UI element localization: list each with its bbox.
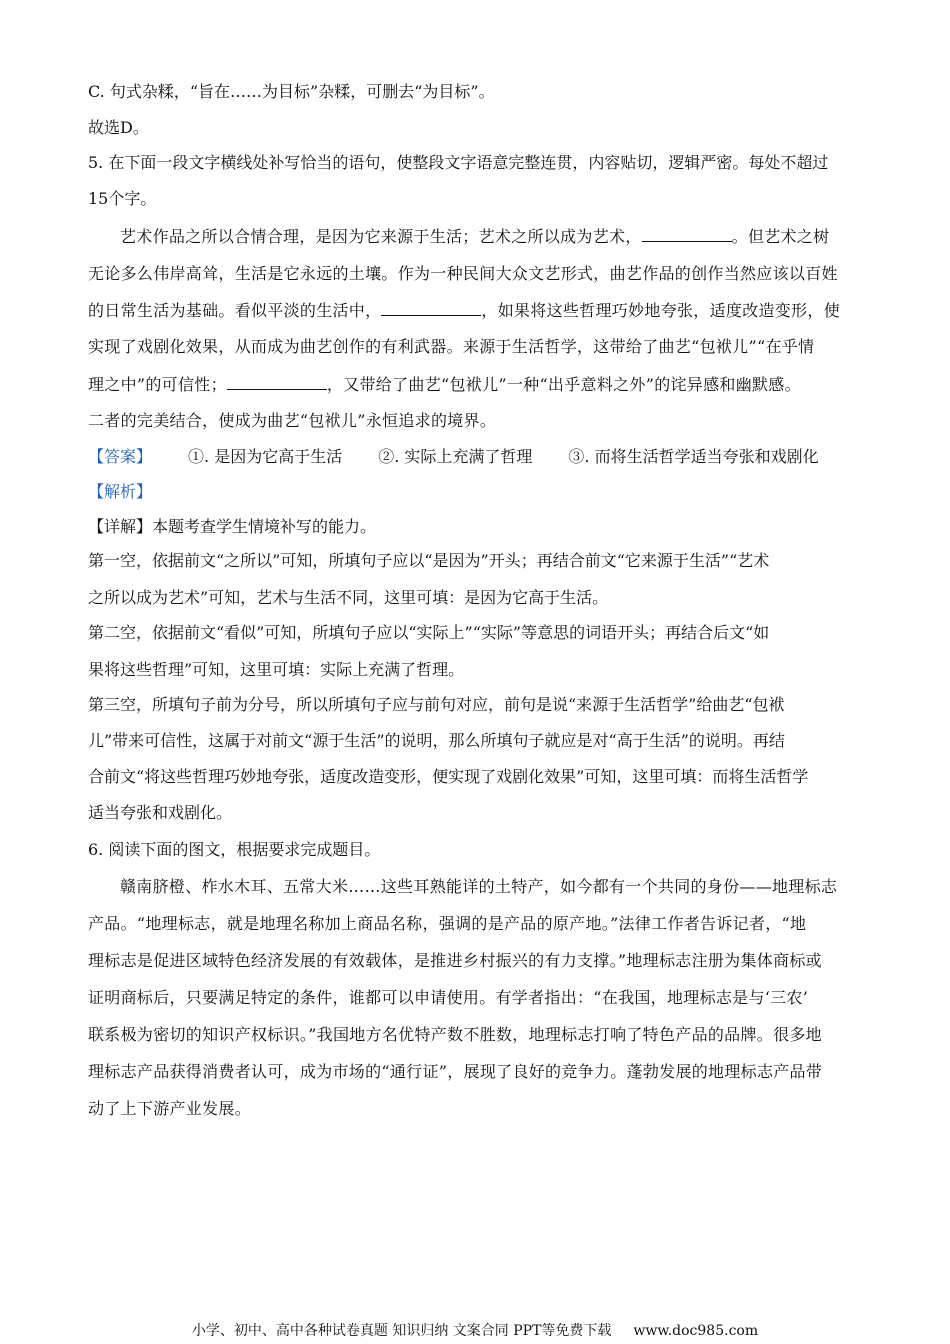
blank-3-analysis-cont: 合前文“将这些哲理巧妙地夸张，适度改造变形，便实现了戏剧化效果”可知，这里可填：而将生活哲学: [88, 767, 809, 786]
question-6-prompt: 6. 阅读下面的图文，根据要求完成题目。: [88, 840, 381, 859]
blank-3-analysis: 第三空，所填句子前为分号，所以所填句子应与前句对应，前句是说“来源于生活哲学”给曲艺“包袱: [88, 695, 785, 714]
answer-row: [88, 447, 863, 467]
passage-text: 的日常生活为基础。看似平淡的生活中，: [88, 301, 382, 320]
passage-line-5: [88, 374, 863, 395]
question-5-prompt: 5. 在下面一段文字横线处补写恰当的语句，使整段文字语意完整连贯，内容贴切，逻辑严密。每处不超过: [88, 153, 829, 172]
footer-url[interactable]: www.doc985.com: [633, 1323, 759, 1339]
q6-passage-line: 赣南脐橙、柞水木耳、五常大米……这些耳熟能详的土特产，如今都有一个共同的身份——地理标志: [120, 877, 838, 896]
blank-3-analysis-cont: 儿”带来可信性，这属于对前文“源于生活”的说明，那么所填句子就应是对“高于生活”的说明。再结: [88, 731, 785, 750]
detail-line: 【详解】本题考查学生情境补写的能力。: [88, 517, 377, 536]
passage-line-2: 无论多么伟岸高耸，生活是它永远的土壤。作为一种民间大众文艺形式，曲艺作品的创作当然应该以百姓: [88, 264, 838, 283]
passage-text: ，又带给了曲艺“包袱儿”一种“出乎意料之外”的诧异感和幽默感。: [326, 375, 801, 394]
blank-1: [642, 226, 732, 242]
choice-conclusion: 故选D。: [88, 118, 149, 137]
blank-1-analysis: 第一空，依据前文“之所以”可知，所填句子应以“是因为”开头；再结合前文“它来源于生活”“艺术: [88, 551, 770, 570]
answer-item-3: ③. 而将生活哲学适当夸张和戏剧化: [568, 447, 819, 466]
blank-2: [381, 300, 481, 316]
question-5-prompt-cont: 15个字。: [88, 189, 157, 208]
passage-line-6: 二者的完美结合，使成为曲艺“包袱儿”永恒追求的境界。: [88, 411, 497, 430]
blank-3-analysis-cont: 适当夸张和戏剧化。: [88, 803, 233, 822]
blank-3: [227, 374, 327, 390]
q6-passage-line: 证明商标后，只要满足特定的条件，谁都可以申请使用。有学者指出：“在我国，地理标志是与‘三农’: [88, 988, 809, 1007]
analysis-label: 【解析】: [88, 482, 153, 501]
passage-text: 艺术作品之所以合情合理，是因为它来源于生活；艺术之所以成为艺术，: [120, 227, 642, 246]
page-footer: [0, 1322, 950, 1340]
option-c-explanation: C. 句式杂糅，“旨在……为目标”杂糅，可删去“为目标”。: [88, 82, 495, 101]
q6-passage-line: 联系极为密切的知识产权标识。”我国地方名优特产数不胜数，地理标志打响了特色产品的品牌。很多地: [88, 1025, 822, 1044]
footer-text: 小学、初中、高中各种试卷真题 知识归纳 文案合同 PPT等免费下载: [191, 1323, 612, 1339]
passage-text: ，如果将这些哲理巧妙地夸张，适度改造变形，使: [481, 301, 841, 320]
blank-2-analysis-cont: 果将这些哲理”可知，这里可填：实际上充满了哲理。: [88, 660, 465, 679]
passage-text: 理之中”的可信性；: [88, 375, 227, 394]
passage-line-3: [88, 300, 863, 321]
q6-passage-line: 理标志产品获得消费者认可，成为市场的“通行证”，展现了良好的竞争力。蓬勃发展的地理标志产品带: [88, 1062, 823, 1081]
blank-1-analysis-cont: 之所以成为艺术”可知，艺术与生活不同，这里可填：是因为它高于生活。: [88, 588, 609, 607]
blank-2-analysis: 第二空，依据前文“看似”可知，所填句子应以“实际上”“实际”等意思的词语开头；再结合后文“如: [88, 623, 770, 642]
answer-label: 【答案】: [88, 447, 153, 466]
passage-line-4: 实现了戏剧化效果，从而成为曲艺创作的有利武器。来源于生活哲学，这带给了曲艺“包袱儿”“在乎情: [88, 337, 815, 356]
answer-item-2: ②. 实际上充满了哲理: [378, 447, 533, 466]
q6-passage-line: 产品。“地理标志，就是地理名称加上商品名称，强调的是产品的原产地。”法律工作者告诉记者，“地: [88, 914, 807, 933]
q6-passage-line: 理标志是促进区域特色经济发展的有效载体，是推进乡村振兴的有力支撑。”地理标志注册为集体商标或: [88, 951, 822, 970]
passage-line-1: [120, 226, 863, 247]
q6-passage-line: 动了上下游产业发展。: [88, 1099, 252, 1118]
passage-text: 。但艺术之树: [731, 227, 830, 246]
answer-item-1: ①. 是因为它高于生活: [188, 447, 343, 466]
